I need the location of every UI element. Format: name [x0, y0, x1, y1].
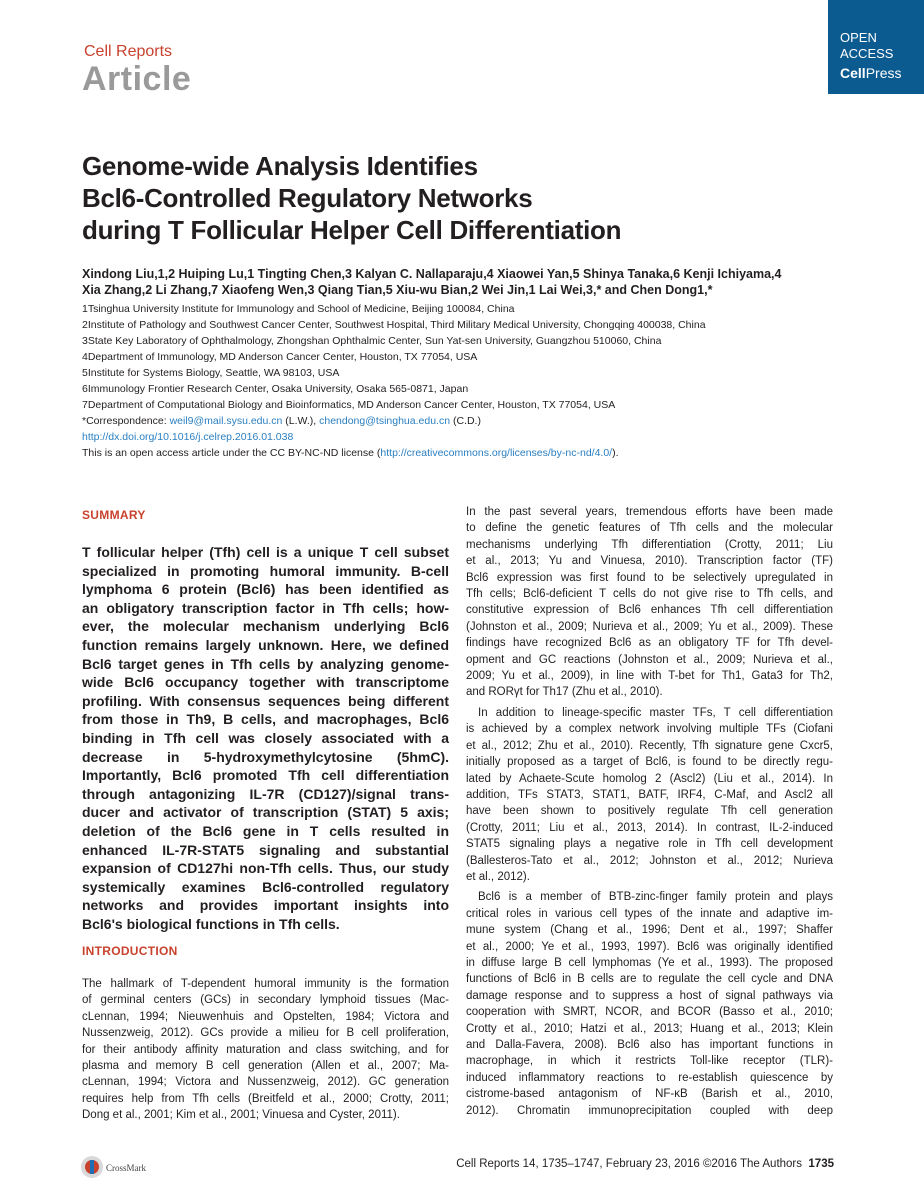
open-access-badge[interactable]: [828, 0, 924, 94]
text-line: is achieved by a complex network involving multiple TFs (Ciofani: [466, 723, 833, 736]
license-text: This is an open access article under the CC BY-NC-ND license (: [82, 447, 381, 459]
correspondence: [82, 413, 862, 429]
text-line: 2012). Chromatin immunoprecipitation coupled with deep: [466, 1104, 833, 1117]
text-line: findings have recognized Bcl6 as an obligatory TF for Tfh devel-: [466, 637, 833, 650]
text-line: Importantly, Bcl6 promoted Tfh cell differentiation: [82, 767, 449, 784]
text-line: STAT5 signaling plays a negative role in Tfh cell development: [466, 838, 833, 851]
text-line: Bcl6 expression was first found to be selectively upregulated in: [466, 571, 833, 584]
text-line: opment and GC reactions (Johnston et al., 2009; Nurieva et al.,: [466, 653, 833, 666]
author-line: Xia Zhang,2 Li Zhang,7 Xiaofeng Wen,3 Qiang Tian,5 Xiu-wu Bian,2 Wei Jin,1 Lai Wei,3,* and Chen Dong1,*: [82, 283, 713, 297]
introduction-text: [82, 976, 449, 1124]
text-line: (Ballesteros-Tato et al., 2012; Johnston et al., 2012; Nurieva: [466, 854, 833, 867]
text-line: et al., 2000; Ye et al., 1993, 1997). Bcl6 was originally identified: [466, 940, 833, 953]
affiliation: 4Department of Immunology, MD Anderson Cancer Center, Houston, TX 77054, USA: [82, 351, 478, 363]
text-line: systemically examines Bcl6-controlled regulatory: [82, 878, 449, 895]
text-line: enhanced IL-7R-STAT5 signaling and substantial: [82, 841, 449, 858]
correspondence-label: *Correspondence:: [82, 415, 170, 427]
text-line: constitutive expression of Bcl6 enhances Tfh cell differentiation: [466, 604, 833, 617]
citation: Cell Reports 14, 1735–1747, February 23, 2016 ©2016 The Authors: [456, 1158, 803, 1170]
text-line: critical roles in various cell types of the innate and adaptive im-: [466, 907, 833, 920]
text-line: 2009; Yu et al., 2009), in line with T-bet for Th1, Gata3 for Th2,: [466, 670, 833, 683]
text-line: damage response and to suppress a host of signal pathways via: [466, 989, 833, 1002]
text-line: T follicular helper (Tfh) cell is a unique T cell subset: [82, 544, 449, 560]
affiliation: 1Tsinghua University Institute for Immunology and School of Medicine, Beijing 100084, China: [82, 303, 515, 315]
text-line: mune system (Chang et al., 1996; Dent et al., 1997; Shaffer: [466, 924, 833, 937]
correspondence-who1: (L.W.),: [282, 415, 320, 427]
text-line: cistrome-based antagonism of NF-κB (Barish et al., 2010,: [466, 1088, 833, 1101]
affiliation: 3State Key Laboratory of Ophthalmology, Zhongshan Ophthalmic Center, Sun Yat-sen University, Guangzhou 510060, China: [82, 335, 662, 347]
journal-name: Cell Reports: [84, 43, 173, 60]
text-line: addition, TFs STAT3, STAT1, BATF, IRF4, C-Maf, and Ascl2 all: [466, 788, 833, 801]
text-line: networks and provides important insights into: [82, 897, 449, 914]
text-line: et al., 2013; Yu and Vinuesa, 2010). Transcription factor (TF): [466, 555, 833, 568]
text-line: ever, the molecular mechanism underlying Bcl6: [82, 618, 449, 635]
text-line: (Crotty, 2011; Liu et al., 2013, 2014). In contrast, IL-2-induced: [466, 821, 833, 834]
text-line: macrophage, in which it restricts Toll-like receptor (TLR)-: [466, 1055, 833, 1068]
license-line: [82, 445, 862, 461]
license-end: ).: [612, 447, 619, 459]
text-line: wide Bcl6 occupancy together with transcriptome: [82, 674, 449, 691]
page-footer: [456, 1158, 834, 1170]
doi-link[interactable]: http://dx.doi.org/10.1016/j.celrep.2016.01.038: [82, 431, 294, 443]
text-line: cooperation with SMRT, NCOR, and BCOR (Basso et al., 2010;: [466, 1006, 833, 1019]
text-line: The hallmark of T-dependent humoral immunity is the formation: [82, 978, 449, 990]
text-line: et al., 2012; Zhu et al., 2010). Recently, Tfh signature gene Cxcr5,: [466, 739, 833, 752]
affiliations: [82, 301, 862, 461]
text-line: Bcl6 is a member of BTB-zinc-finger family protein and plays: [478, 891, 833, 904]
text-line: ducer and activator of transcription (STAT) 5 axis;: [82, 804, 449, 821]
email-link-dong[interactable]: chendong@tsinghua.edu.cn: [319, 415, 451, 427]
text-line: in diffuse large B cell lymphomas (Ye et al., 1993). The proposed: [466, 956, 833, 969]
text-line: (Johnston et al., 2009; Nurieva et al., 2009; Yu et al., 2009). These: [466, 620, 833, 633]
text-line: functions of Bcl6 in B cells are to regulate the cell cycle and DNA: [466, 973, 833, 986]
title-line: during T Follicular Helper Cell Differentiation: [82, 215, 622, 245]
license-link[interactable]: http://creativecommons.org/licenses/by-nc-nd/4.0/: [380, 447, 613, 459]
text-line: profiling. With consensus sequences being different: [82, 692, 449, 709]
title-line: Bcl6-Controlled Regulatory Networks: [82, 183, 533, 213]
affiliation: 2Institute of Pathology and Southwest Cancer Center, Southwest Hospital, Third Military Medical University, Chongqing 400038, China: [82, 319, 706, 331]
text-line: induced inflammatory reactions to re-establish quiescence by: [466, 1071, 833, 1084]
text-line: requires help from Tfh cells (Breitfeld et al., 2000; Crotty, 2011;: [82, 1092, 449, 1105]
svg-text:CrossMark: CrossMark: [106, 1163, 146, 1173]
text-line: through antagonizing IL-7R (CD127)/signal trans-: [82, 785, 449, 802]
article-type: Article: [82, 60, 192, 98]
affiliation: 5Institute for Systems Biology, Seattle, WA 98103, USA: [82, 367, 340, 379]
text-line: lymphoma 6 protein (Bcl6) has been identified as: [82, 581, 449, 598]
text-line: expansion of CD127hi non-Tfh cells. Thus, our study: [82, 860, 449, 877]
text-line: plasma and memory B cell generation (Allen et al., 2007; Ma-: [82, 1060, 449, 1073]
author-list: [82, 266, 842, 298]
open-label: OPEN: [840, 30, 877, 45]
text-line: mechanisms underlying Tfh differentiation (Crotty, 2011; Liu: [466, 538, 833, 551]
text-line: from those in Th9, B cells, and macrophages, Bcl6: [82, 711, 449, 728]
text-line: binding in Tfh cell was closely associated with a: [82, 729, 449, 746]
affiliation: 6Immunology Frontier Research Center, Osaka University, Osaka 565-0871, Japan: [82, 383, 469, 395]
access-label: ACCESS: [840, 46, 894, 61]
title-line: Genome-wide Analysis Identifies: [82, 151, 478, 181]
text-line: Bcl6 target genes in Tfh cells by analyzing genome-: [82, 655, 449, 672]
text-line: deletion of the Bcl6 gene in T cells resulted in: [82, 822, 449, 839]
cellpress-logo: CellPress: [840, 65, 902, 81]
article-title: [82, 150, 842, 246]
text-line: an obligatory transcription factor in Tfh cells; how-: [82, 599, 449, 616]
text-line: cLennan, 1994; Nieuwenhuis and Opstelten, 1984; Victora and: [82, 1010, 449, 1023]
text-line: Dong et al., 2001; Kim et al., 2001; Vinuesa and Cyster, 2011).: [82, 1109, 400, 1122]
author-line: Xindong Liu,1,2 Huiping Lu,1 Tingting Chen,3 Kalyan C. Nallaparaju,4 Xiaowei Yan,5 Shinya Tanaka,6 Kenji Ichiyama,4: [82, 267, 782, 281]
introduction-heading: INTRODUCTION: [82, 944, 178, 958]
text-line: cLennan, 1994; Victora and Nussenzweig, 2012). GC generation: [82, 1076, 449, 1089]
text-line: and RORγt for Th17 (Zhu et al., 2010).: [466, 686, 663, 699]
correspondence-who2: (C.D.): [450, 415, 481, 427]
text-line: Nussenzweig, 2012). GCs provide a milieu for B cell proliferation,: [82, 1027, 449, 1040]
text-line: lated by Achaete-Scute homolog 2 (Ascl2) (Liu et al., 2014). In: [466, 772, 833, 785]
affiliation: 7Department of Computational Biology and Bioinformatics, MD Anderson Cancer Center, Houston, TX 77054, USA: [82, 399, 616, 411]
page-number: 1735: [808, 1158, 834, 1170]
text-line: In the past several years, tremendous efforts have been made: [466, 506, 833, 518]
text-line: of germinal centers (GCs) in secondary lymphoid tissues (Mac-: [82, 994, 449, 1007]
text-line: have been shown to positively regulate Tfh cell generation: [466, 805, 833, 818]
right-column-text: [466, 504, 833, 1119]
text-line: to define the genetic features of Tfh cells and the molecular: [466, 522, 833, 535]
text-line: et al., 2012).: [466, 870, 530, 883]
text-line: Bcl6's biological functions in Tfh cells.: [82, 915, 340, 932]
text-line: initially proposed as a target of Bcl6, is found to be directly regu-: [466, 756, 833, 769]
crossmark-logo[interactable]: [80, 1154, 200, 1180]
text-line: In addition to lineage-specific master TFs, T cell differentiation: [478, 706, 833, 719]
text-line: decrease in 5-hydroxymethylcytosine (5hmC).: [82, 748, 449, 765]
text-line: and Dalla-Favera, 2008). Bcl6 also has important functions in: [466, 1039, 833, 1051]
text-line: for their antibody affinity maturation and class switching, and for: [82, 1043, 449, 1056]
summary-text: [82, 543, 449, 933]
text-line: Tfh cells; Bcl6-deficient T cells do not give rise to Tfh cells, and: [466, 588, 833, 601]
text-line: specialized in promoting humoral immunity. B-cell: [82, 562, 449, 579]
text-line: function remains largely unknown. Here, we defined: [82, 636, 449, 653]
email-link-wei[interactable]: weil9@mail.sysu.edu.cn: [169, 415, 283, 427]
text-line: Crotty et al., 2010; Hatzi et al., 2013; Huang et al., 2013; Klein: [466, 1022, 833, 1035]
summary-heading: SUMMARY: [82, 508, 146, 522]
